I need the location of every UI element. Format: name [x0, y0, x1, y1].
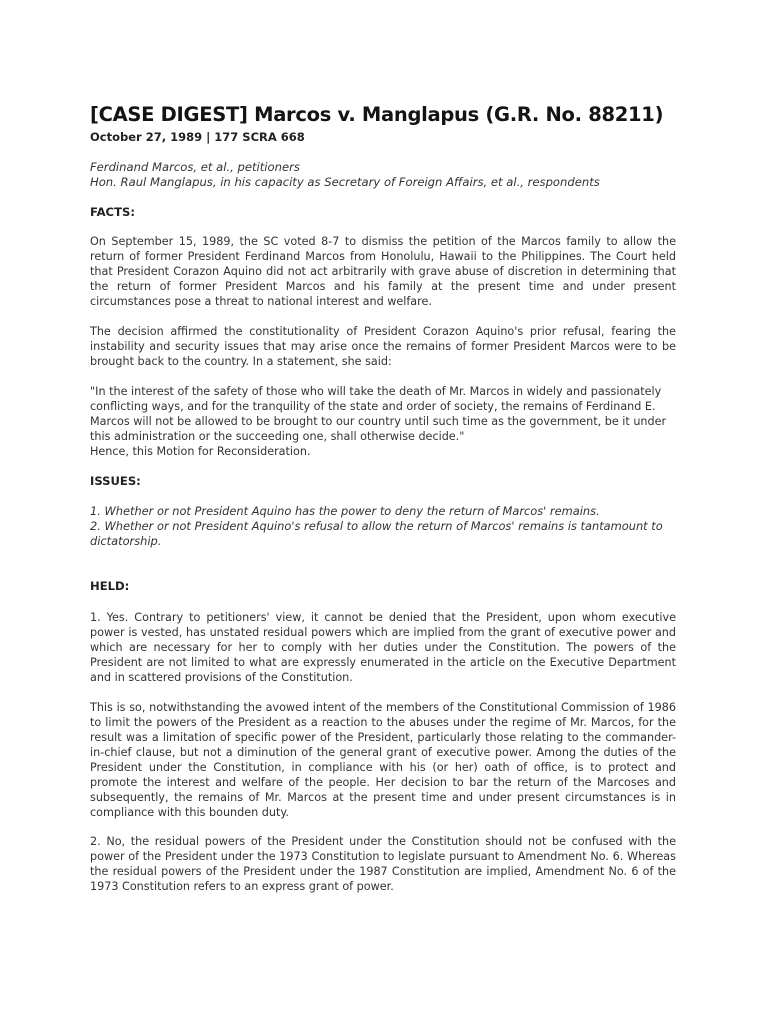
facts-heading: FACTS:: [90, 205, 135, 219]
motion-for-reconsideration-line: Hence, this Motion for Reconsideration.: [90, 445, 311, 458]
document-title: [CASE DIGEST] Marcos v. Manglapus (G.R. No. 88211): [90, 103, 664, 126]
parties-block: [90, 160, 600, 190]
respondents-line: Hon. Raul Manglapus, in his capacity as Secretary of Foreign Affairs, et al., respondents: [90, 175, 600, 189]
aquino-statement-quote: "In the interest of the safety of those who will take the death of Mr. Marcos in widely and passionately conflicting ways, and for the tranquility of the state and order of society, the remains of Ferdinand E. Marcos will not be allowed to be brought to our country until such time as the government, be it under this administration or the succeeding one, shall otherwise decide.": [90, 385, 667, 443]
case-date-citation: October 27, 1989 | 177 SCRA 668: [90, 130, 305, 144]
held-heading: HELD:: [90, 579, 130, 593]
issue-2: 2. Whether or not President Aquino's refusal to allow the return of Marcos' remains is tantamount to dictatorship.: [90, 519, 663, 548]
issues-heading: ISSUES:: [90, 474, 141, 488]
facts-paragraph-1: On September 15, 1989, the SC voted 8-7 to dismiss the petition of the Marcos family to allow the return of former President Ferdinand Marcos from Honolulu, Hawaii to the Philippines. The Court held that President Corazon Aquino did not act arbitrarily with grave abuse of discretion in determining that the return of former President Marcos and his family at the present time and under present circumstances pose a threat to national interest and welfare.: [90, 235, 676, 308]
held-paragraph-2: This is so, notwithstanding the avowed intent of the members of the Constitutional Commission of 1986 to limit the powers of the President as a reaction to the abuses under the regime of Mr. Marcos, for the result was a limitation of specific power of the President, particularly those relating to the commander-in-chief clause, but not a diminution of the general grant of executive power. Among the duties of the President under the Constitution, in compliance with his (or her) oath of office, is to protect and promote the interest and welfare of the people. Her decision to bar the return of the Marcoses and subsequently, the remains of Mr. Marcos at the present time and under present circumstances is in compliance with this bounden duty.: [90, 701, 676, 819]
held-paragraph-3: 2. No, the residual powers of the President under the Constitution should not be confused with the power of the President under the 1973 Constitution to legislate pursuant to Amendment No. 6. Whereas the residual powers of the President under the 1987 Constitution are implied, Amendment No. 6 of the 1973 Constitution refers to an express grant of power.: [90, 835, 676, 893]
issue-1: 1. Whether or not President Aquino has the power to deny the return of Marcos' remains.: [90, 504, 600, 518]
facts-paragraph-2: The decision affirmed the constitutionality of President Corazon Aquino's prior refusal, fearing the instability and security issues that may arise once the remains of former President Marcos were to be brought back to the country. In a statement, she said:: [90, 325, 676, 368]
held-paragraph-1: 1. Yes. Contrary to petitioners' view, it cannot be denied that the President, upon whom executive power is vested, has unstated residual powers which are implied from the grant of executive power and which are necessary for her to comply with her duties under the Constitution. The powers of the President are not limited to what are expressly enumerated in the article on the Executive Department and in scattered provisions of the Constitution.: [90, 611, 676, 684]
petitioners-line: Ferdinand Marcos, et al., petitioners: [90, 160, 300, 174]
